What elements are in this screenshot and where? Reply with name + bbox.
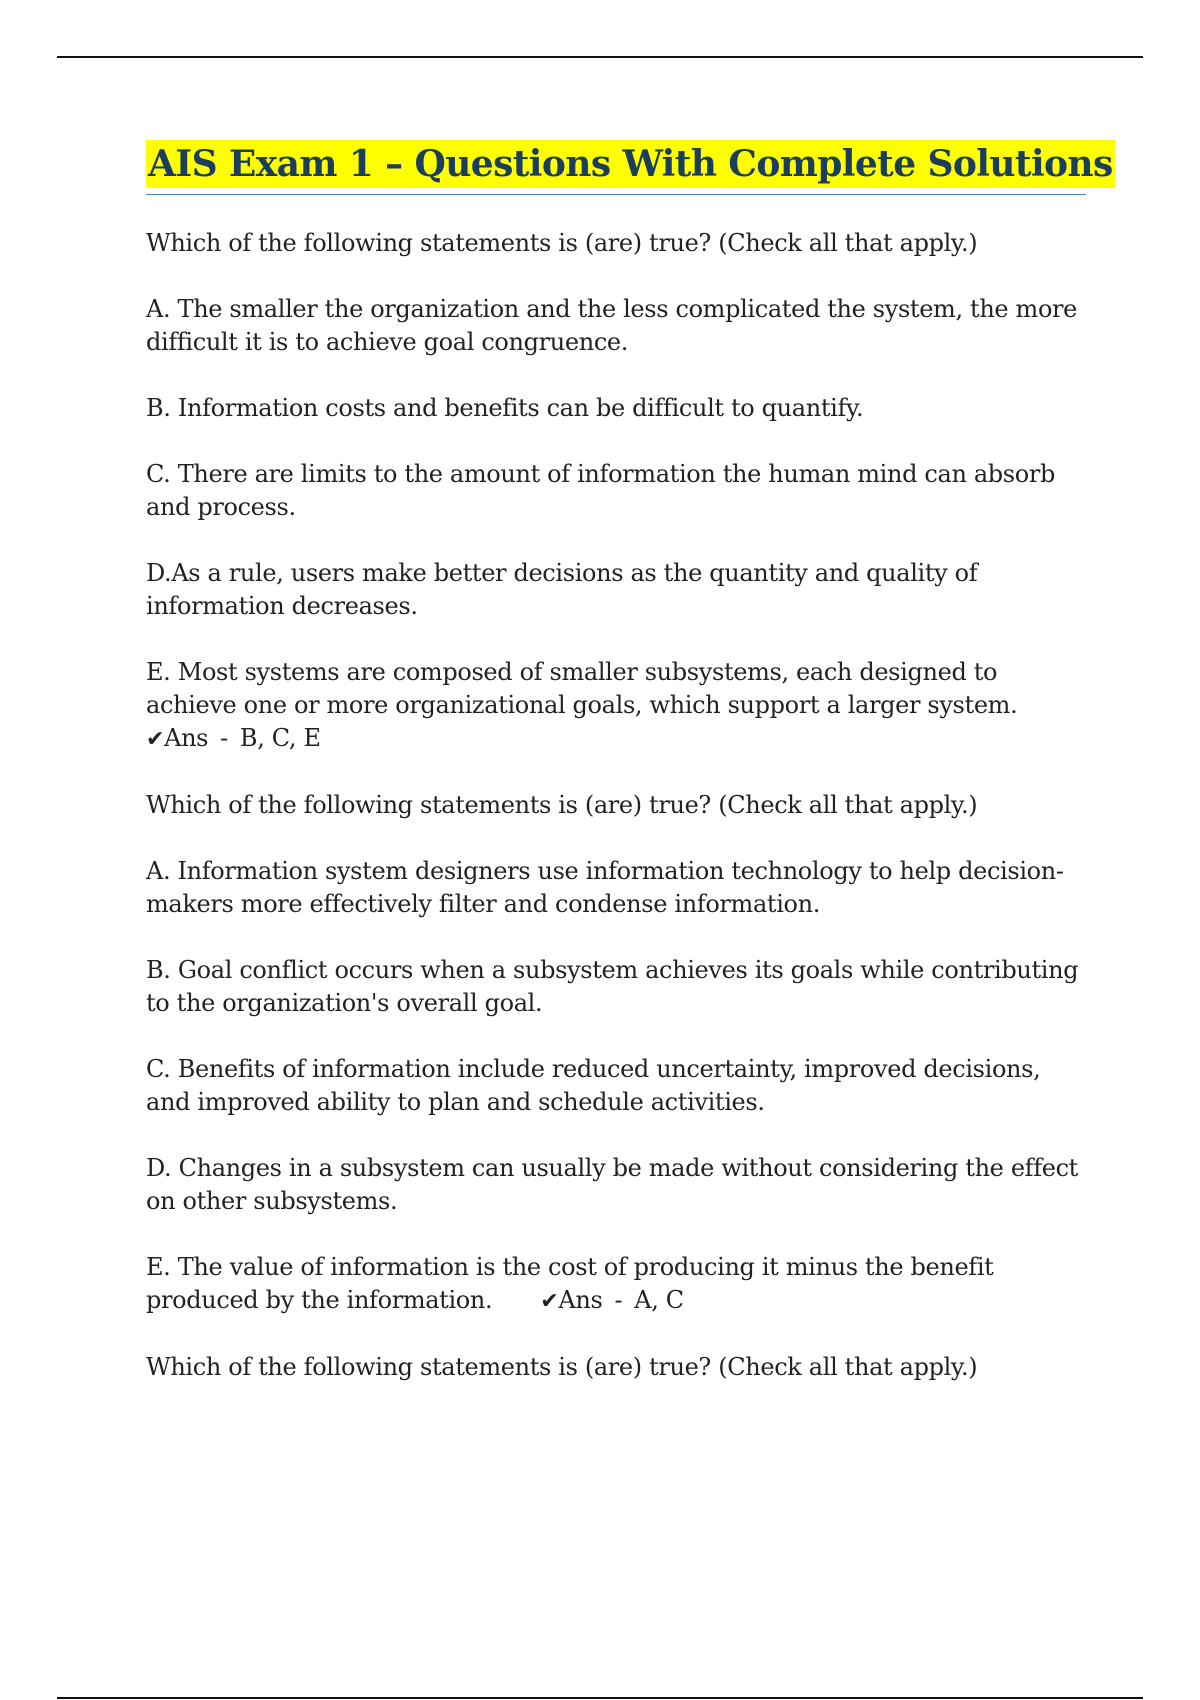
answer-separator: -	[220, 724, 228, 752]
question-1	[146, 227, 1086, 756]
question-2-option-b: B. Goal conflict occurs when a subsystem achieves its goals while contributing to the organization's overall goal.	[146, 956, 1079, 1017]
question-3	[146, 1351, 1086, 1384]
document-title: AIS Exam 1 – Questions With Complete Solutions	[146, 140, 1115, 188]
title-block	[146, 140, 1113, 195]
header-rule	[57, 56, 1143, 58]
question-2-option-a: A. Information system designers use information technology to help decision-makers more effectively filter and condense information.	[146, 857, 1064, 918]
document-body	[146, 140, 1113, 1417]
question-1-option-e: E. Most systems are composed of smaller subsystems, each designed to achieve one or more organizational goals, which support a larger system.	[146, 658, 1018, 719]
question-2-option-d: D. Changes in a subsystem can usually be made without considering the effect on other subsystems.	[146, 1154, 1078, 1215]
question-1-answer	[146, 722, 1086, 756]
question-2	[146, 789, 1086, 1318]
question-1-option-a: A. The smaller the organization and the less complicated the system, the more difficult it is to achieve goal congruence.	[146, 295, 1078, 356]
question-2-prompt: Which of the following statements is (are) true? (Check all that apply.)	[146, 791, 978, 819]
checkmark-icon: ✔	[146, 727, 165, 752]
footer-rule	[57, 1697, 1143, 1699]
question-1-option-c: C. There are limits to the amount of information the human mind can absorb and process.	[146, 460, 1055, 521]
question-3-prompt: Which of the following statements is (are) true? (Check all that apply.)	[146, 1353, 978, 1381]
answer-label: Ans	[164, 724, 209, 752]
question-1-option-b: B. Information costs and benefits can be difficult to quantify.	[146, 394, 864, 422]
question-2-option-e-with-answer	[146, 1251, 1086, 1318]
answer-value: B, C, E	[239, 724, 321, 752]
question-2-option-e: E. The value of information is the cost of producing it minus the benefit produced by the information.	[146, 1253, 994, 1314]
checkmark-icon: ✔	[540, 1289, 559, 1314]
question-1-option-d: D.As a rule, users make better decisions as the quantity and quality of information decreases.	[146, 559, 978, 620]
answer-value: A, C	[634, 1286, 684, 1314]
answer-label: Ans	[558, 1286, 603, 1314]
question-2-option-c: C. Benefits of information include reduced uncertainty, improved decisions, and improved ability to plan and schedule activities.	[146, 1055, 1041, 1116]
question-1-prompt: Which of the following statements is (are) true? (Check all that apply.)	[146, 229, 978, 257]
answer-separator: -	[614, 1286, 623, 1314]
